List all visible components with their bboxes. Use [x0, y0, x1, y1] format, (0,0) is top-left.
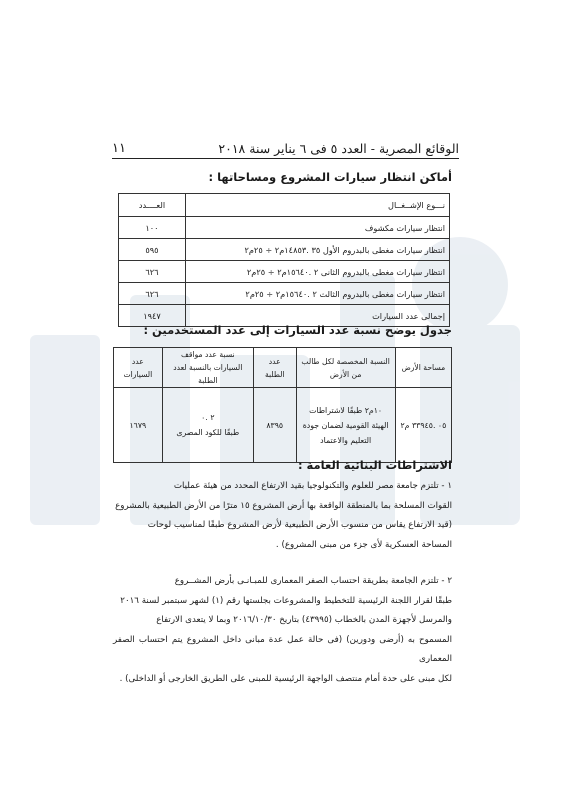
paragraph-line: طبقًا لقرار اللجنة الرئيسية للتخطيط والمشروعات بجلستها رقم (١) لشهر سبتمبر لسنة ٢٠١٦	[120, 595, 452, 606]
cell-students: ٨٣٩٥	[253, 388, 296, 463]
cell-count: ٦٢٦	[119, 261, 186, 283]
cell-use: انتظار سيارات مغطى بالبدروم الثانى ٢ .١٥٦٤٠م٢ ÷ ٢٥م٢	[186, 261, 450, 283]
col-header-use: نـــوع الإشــغــال	[186, 194, 450, 217]
paragraph-line: ٢ - تلتزم الجامعة بطريقة احتساب الصفر المعمارى للمبـانـى بأرض المشــروع	[174, 576, 452, 586]
cell-count: ٥٩٥	[119, 239, 186, 261]
table-row	[114, 388, 452, 463]
paragraph-line: لكل مبنى على حدة أمام منتصف الواجهة الرئيسية للمبنى على الطريق الخارجى أو الداخلى) .	[119, 673, 452, 684]
section-heading-parking: أماكن انتظار سيارات المشروع ومساحاتها :	[208, 170, 452, 184]
cell-ratio-note: طبقًا للكود المصرى	[176, 428, 240, 437]
col-header-cars: عدد السيارات	[114, 348, 163, 388]
cell-use: إجمالى عدد السيارات	[186, 305, 450, 327]
cell-use: انتظار سيارات مغطى بالبدروم الأول ٣٥ .١٤٨٥٣م٢ ÷ ٢٥م٢	[186, 239, 450, 261]
page-header	[112, 132, 459, 156]
paragraph-architectural-zero	[113, 572, 452, 690]
cell-use: انتظار سيارات مكشوف	[186, 217, 450, 239]
cell-count: ١٩٤٧	[119, 305, 186, 327]
col-header-ratio: نسبة عدد مواقف السيارات بالنسبة لعدد الطلبة	[162, 348, 253, 388]
section-heading-building-requirements: الاشتراطات البنائية العامة :	[297, 458, 452, 472]
cell-per-student-line: التعليم والاعتماد	[320, 435, 372, 445]
paragraph-line: المسموح به (أرضى ودورين) (فى حالة عمل عدة مبانى داخل المشروع يتم احتساب الصفر المعمارى	[113, 634, 452, 665]
cell-count: ٦٢٦	[119, 283, 186, 305]
cell-ratio	[162, 388, 253, 463]
table-row	[119, 283, 450, 305]
table-row	[119, 239, 450, 261]
header-title: الوقائع المصرية - العدد ٥ فى ٦ يناير سنة ٢٠١٨	[218, 141, 459, 156]
parking-table	[118, 193, 450, 327]
col-header-students: عدد الطلبة	[253, 348, 296, 388]
col-header-area: مساحة الأرض	[395, 348, 451, 388]
cell-count: ١٠٠	[119, 217, 186, 239]
cell-cars: ١٦٧٩	[114, 388, 163, 463]
cell-per-student	[296, 388, 395, 463]
header-divider	[112, 158, 459, 159]
paragraph-line: والمرسل لأجهزة المدن بالخطاب (٤٣٩٩٥) بتاريخ ٢٠١٦/١٠/٣٠ وبما لا يتعدى الارتفاع	[156, 615, 452, 626]
ratio-table	[113, 347, 452, 463]
table-row	[119, 217, 450, 239]
col-header-count: العــــدد	[119, 194, 186, 217]
section-heading-ratio: جدول يوضح نسبة عدد السيارات إلى عدد المستخدمين :	[143, 323, 452, 337]
table-header-row	[114, 348, 452, 388]
paragraph-line: القوات المسلحة بما بالمنطقة الواقعة بها أرض المشروع ١٥ مترًا من الأرض الطبيعية بالمشروع	[115, 500, 452, 511]
cell-area: ٠٥ .٣٣٩٤٥ م٢	[395, 388, 451, 463]
cell-use: انتظار سيارات مغطى بالبدروم الثالث ٢ .١٥٦٤٠م٢ ÷ ٢٥م٢	[186, 283, 450, 305]
paragraph-height-restriction	[113, 477, 452, 555]
table-header-row	[119, 194, 450, 217]
cell-per-student-line: ١٠م٢ طبقًا لاشتراطات	[309, 405, 383, 415]
page-number: ١١	[112, 141, 126, 156]
col-header-per-student: النسبة المخصصة لكل طالب من الأرض	[296, 348, 395, 388]
paragraph-line: المساحة العسكرية لأى جزء من مبنى المشروع) .	[275, 539, 452, 550]
cell-ratio-value: ٢ .٠	[201, 413, 215, 422]
cell-per-student-line: الهيئة القومية لضمان جودة	[302, 420, 389, 430]
paragraph-line: ١ - تلتزم جامعة مصر للعلوم والتكنولوجيا بقيد الارتفاع المحدد من هيئة عمليات	[173, 481, 452, 491]
paragraph-line: (قيد الارتفاع يقاس من منسوب الأرض الطبيعية لأرض المشروع طبقًا لمناسيب لوحات	[147, 520, 452, 531]
table-row	[119, 261, 450, 283]
